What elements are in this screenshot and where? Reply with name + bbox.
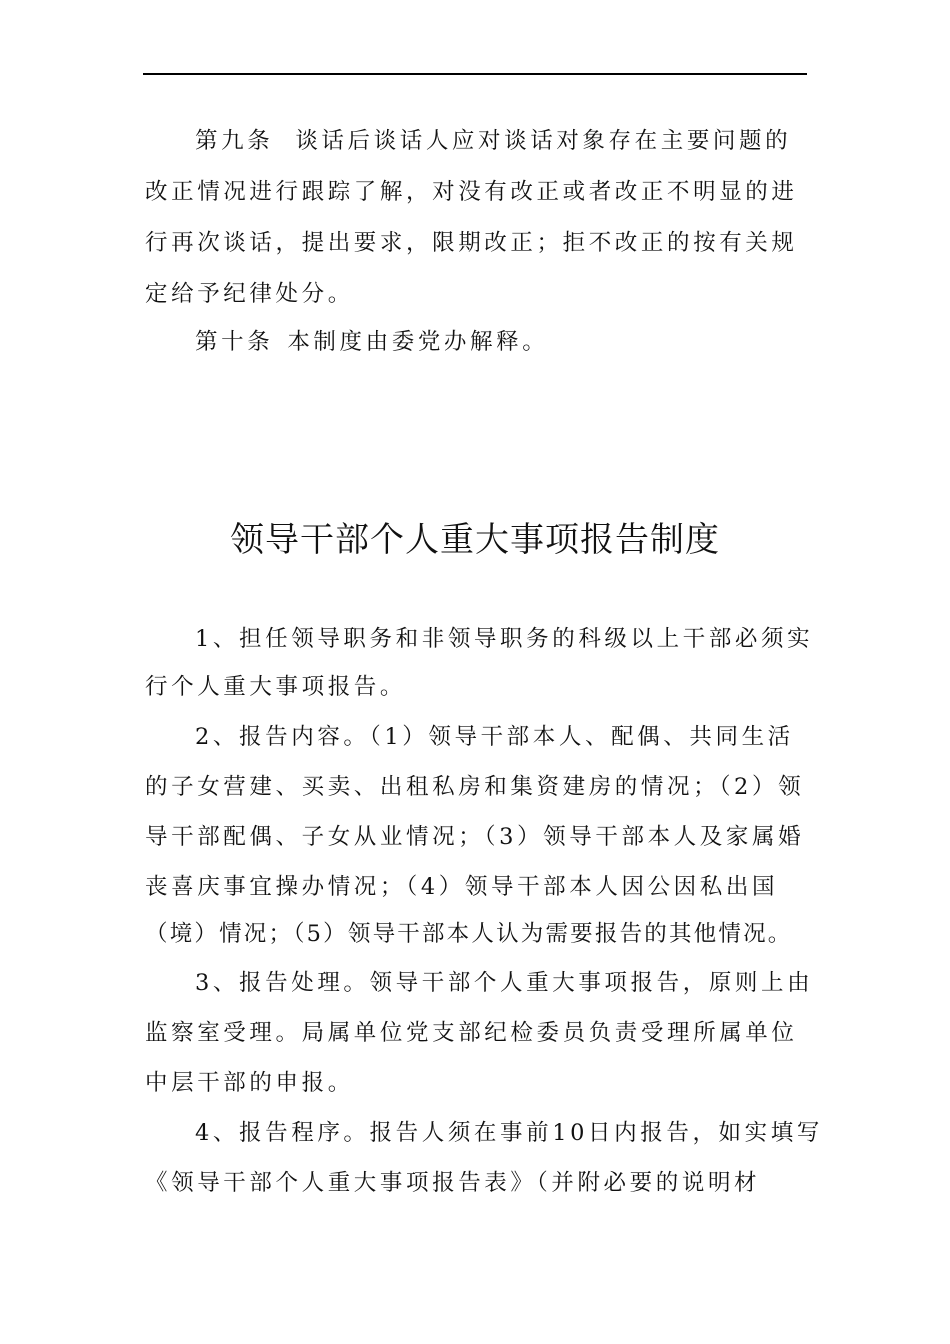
item-2-line-5: （境）情况；（5）领导干部本人认为需要报告的其他情况。 xyxy=(145,921,793,947)
item-4-line-1: 4、报告程序。报告人须在事前10日内报告，如实填写 xyxy=(195,1120,823,1146)
item-4-line-2: 《领导干部个人重大事项报告表》（并附必要的说明材 xyxy=(145,1170,761,1196)
header-rule xyxy=(143,73,807,75)
item-2-line-4: 丧喜庆事宜操办情况；（4）领导干部本人因公因私出国 xyxy=(145,874,779,900)
item-2-line-3: 导干部配偶、子女从业情况；（3）领导干部本人及家属婚 xyxy=(145,824,805,850)
article-10-label: 第十条 xyxy=(195,329,274,355)
item-1-line-2: 行个人重大事项报告。 xyxy=(145,674,407,700)
article-9-line-1 xyxy=(195,126,791,156)
article-9-line-2: 改正情况进行跟踪了解，对没有改正或者改正不明显的进 xyxy=(145,179,798,205)
item-3-line-2: 监察室受理。局属单位党支部纪检委员负责受理所属单位 xyxy=(145,1020,798,1046)
article-10-text: 本制度由委党办解释。 xyxy=(287,329,549,355)
article-9-line-3: 行再次谈话，提出要求，限期改正；拒不改正的按有关规 xyxy=(145,230,798,256)
item-3-line-3: 中层干部的申报。 xyxy=(145,1070,354,1096)
article-9-line-4: 定给予纪律处分。 xyxy=(145,281,354,307)
document-title: 领导干部个人重大事项报告制度 xyxy=(230,520,720,560)
article-9-label: 第九条 xyxy=(195,128,274,154)
article-10 xyxy=(195,327,548,357)
item-3-line-1: 3、报告处理。领导干部个人重大事项报告，原则上由 xyxy=(195,970,814,996)
item-2-line-1: 2、报告内容。（1）领导干部本人、配偶、共同生活 xyxy=(195,724,794,750)
article-9-text: 谈话后谈话人应对谈话对象存在主要问题的 xyxy=(295,128,792,154)
item-2-line-2: 的子女营建、买卖、出租私房和集资建房的情况；（2）领 xyxy=(145,774,805,800)
item-1-line-1: 1、担任领导职务和非领导职务的科级以上干部必须实 xyxy=(195,626,814,652)
